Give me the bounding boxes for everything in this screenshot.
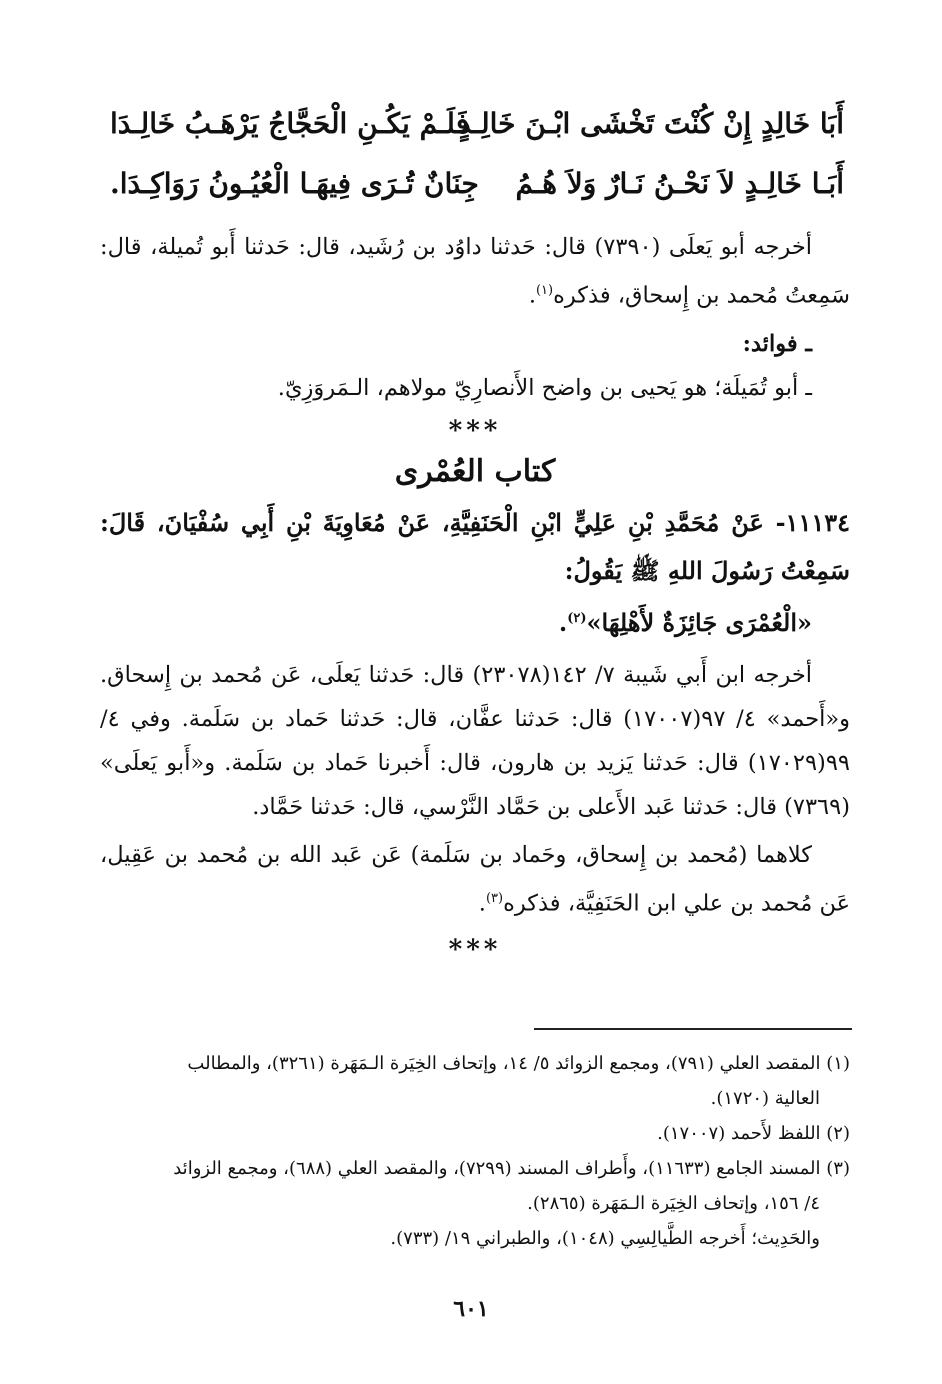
takhrij-3-end: .: [478, 890, 486, 916]
hadith-matn: [100, 595, 850, 647]
takhrij-paragraph-1: [100, 225, 850, 318]
poem-line2-second-hemistich: جِنَانٌ تُـرَى فِيهَـا الْعُيُـونُ رَوَاكِـدَا.: [110, 167, 479, 200]
footnote-2: [100, 1116, 850, 1151]
takhrij-1-end: .: [528, 282, 536, 309]
poem-line1-second-hemistich: فَلَـمْ يَكُـنِ الْحَجَّاجُ يَرْهَـبُ خَالِـدَا: [110, 107, 470, 140]
footnote-1-line-1: (١) المقصد العلي (٧٩١)، ومجمع الزوائد ٥/ ١٤، وإتحاف الخِيَرة الـمَهَرة (٣٢٦١)، والمطالب: [187, 1053, 850, 1074]
section-separator-1: ***: [448, 415, 502, 446]
section-separator-2: ***: [448, 935, 502, 965]
takhrij-1-text: أخرجه أبو يَعلَى (٧٣٩٠) قال: حَدثنا داوُد بن رُشَيد، قال: حَدثنا أَبو تُميلة، قال: سَمِعتُ مُحمد بن إِسحاق، فذكره: [100, 234, 850, 309]
poem-line2-first-hemistich: أَبَـا خَالِـدٍ لاَ نَحْـنُ نَـارٌ وَلاَ هُـمُ: [515, 167, 844, 200]
footnote-3-line-2: ٤/ ١٥٦، وإتحاف الخِيَرة الـمَهَرة (٢٨٦٥).: [527, 1193, 820, 1214]
takhrij-3-text: كلاهما (مُحمد بن إِسحاق، وحَماد بن سَلَمة) عَن عَبد الله بن مُحمد بن عَقِيل، عَن مُحمد بن علي ابن الحَنَفِيَّة، فذكره: [100, 841, 850, 916]
footnote-divider: [534, 1028, 852, 1030]
hadith-matn-end: .: [558, 607, 568, 637]
takhrij-paragraph-2: أخرجه ابن أَبي شَيبة ٧/ ١٤٢(٢٣٠٧٨) قال: حَدثنا يَعلَى، عَن مُحمد بن إِسحاق. و«أَحمد» ٤/ ٩٧(١٧٠٠٧) قال: حَدثنا عفَّان، قال: حَدثنا حَماد بن سَلَمة. وفي ٤/ ٩٩(١٧٠٢٩) قال: حَدثنا يَزيد بن هارون، قال: أَخبرنا حَماد بن سَلَمة. و«أَبو يَعلَى» (٧٣٦٩) قال: حَدثنا عَبد الأَعلى بن حَمَّاد النَّرْسي، قال: حَدثنا حَمَّاد.: [100, 661, 851, 820]
footnote-1-line-2: العالية (١٧٢٠).: [710, 1088, 820, 1109]
poem-verses: [100, 95, 850, 225]
takhrij-paragraph-3: [100, 833, 850, 926]
footnote-3-line-1: (٣) المسند الجامع (١١٦٣٣)، وأَطراف المسند (٧٢٩٩)، والمقصد العلي (٦٨٨)، ومجمع الزوائد: [173, 1158, 850, 1179]
footnote-3: [100, 1151, 850, 1256]
footnote-ref-2[interactable]: (٢): [567, 610, 587, 626]
hadith-isnad: ١١١٣٤- عَنْ مُحَمَّدِ بْنِ عَلِيٍّ ابْنِ الْحَنَفِيَّةِ، عَنْ مُعَاوِيَةَ بْنِ أَبِي سُفْيَانَ، قَالَ: سَمِعْتُ رَسُولَ اللهِ ﷺ يَقُولُ:: [100, 507, 850, 585]
hadith-matn-text: «الْعُمْرَى جَائِزَةٌ لأَهْلِهَا»: [586, 607, 812, 637]
book-title: كتاب العُمْرى: [394, 453, 556, 489]
page-body: [100, 95, 850, 971]
footnote-ref-1[interactable]: (١): [535, 283, 554, 298]
page-number: ٦٠١: [453, 1296, 489, 1322]
poem-line1-first-hemistich: أَبَا خَالِدٍ إِنْ كُنْتَ تَخْشَى ابْـنَ خَالِـدٍ: [458, 107, 844, 140]
footnote-1: [100, 1046, 850, 1116]
footnote-ref-3[interactable]: (٣): [485, 890, 504, 906]
footnotes: [100, 1046, 850, 1256]
footnote-3-line-3: والحَدِيث؛ أَخرجه الطَّيالِسِي (١٠٤٨)، والطبراني ١٩/ (٧٣٣).: [390, 1228, 820, 1249]
fawaid-item: ـ أبو تُمَيلَة؛ هو يَحيى بن واضح الأَنصارِيّ مولاهم، الـمَروَزِيّ.: [277, 374, 812, 401]
footnote-2-line-1: (٢) اللفظ لأَحمد (١٧٠٠٧).: [657, 1123, 850, 1144]
fawaid-label: ـ فوائد:: [742, 330, 812, 357]
